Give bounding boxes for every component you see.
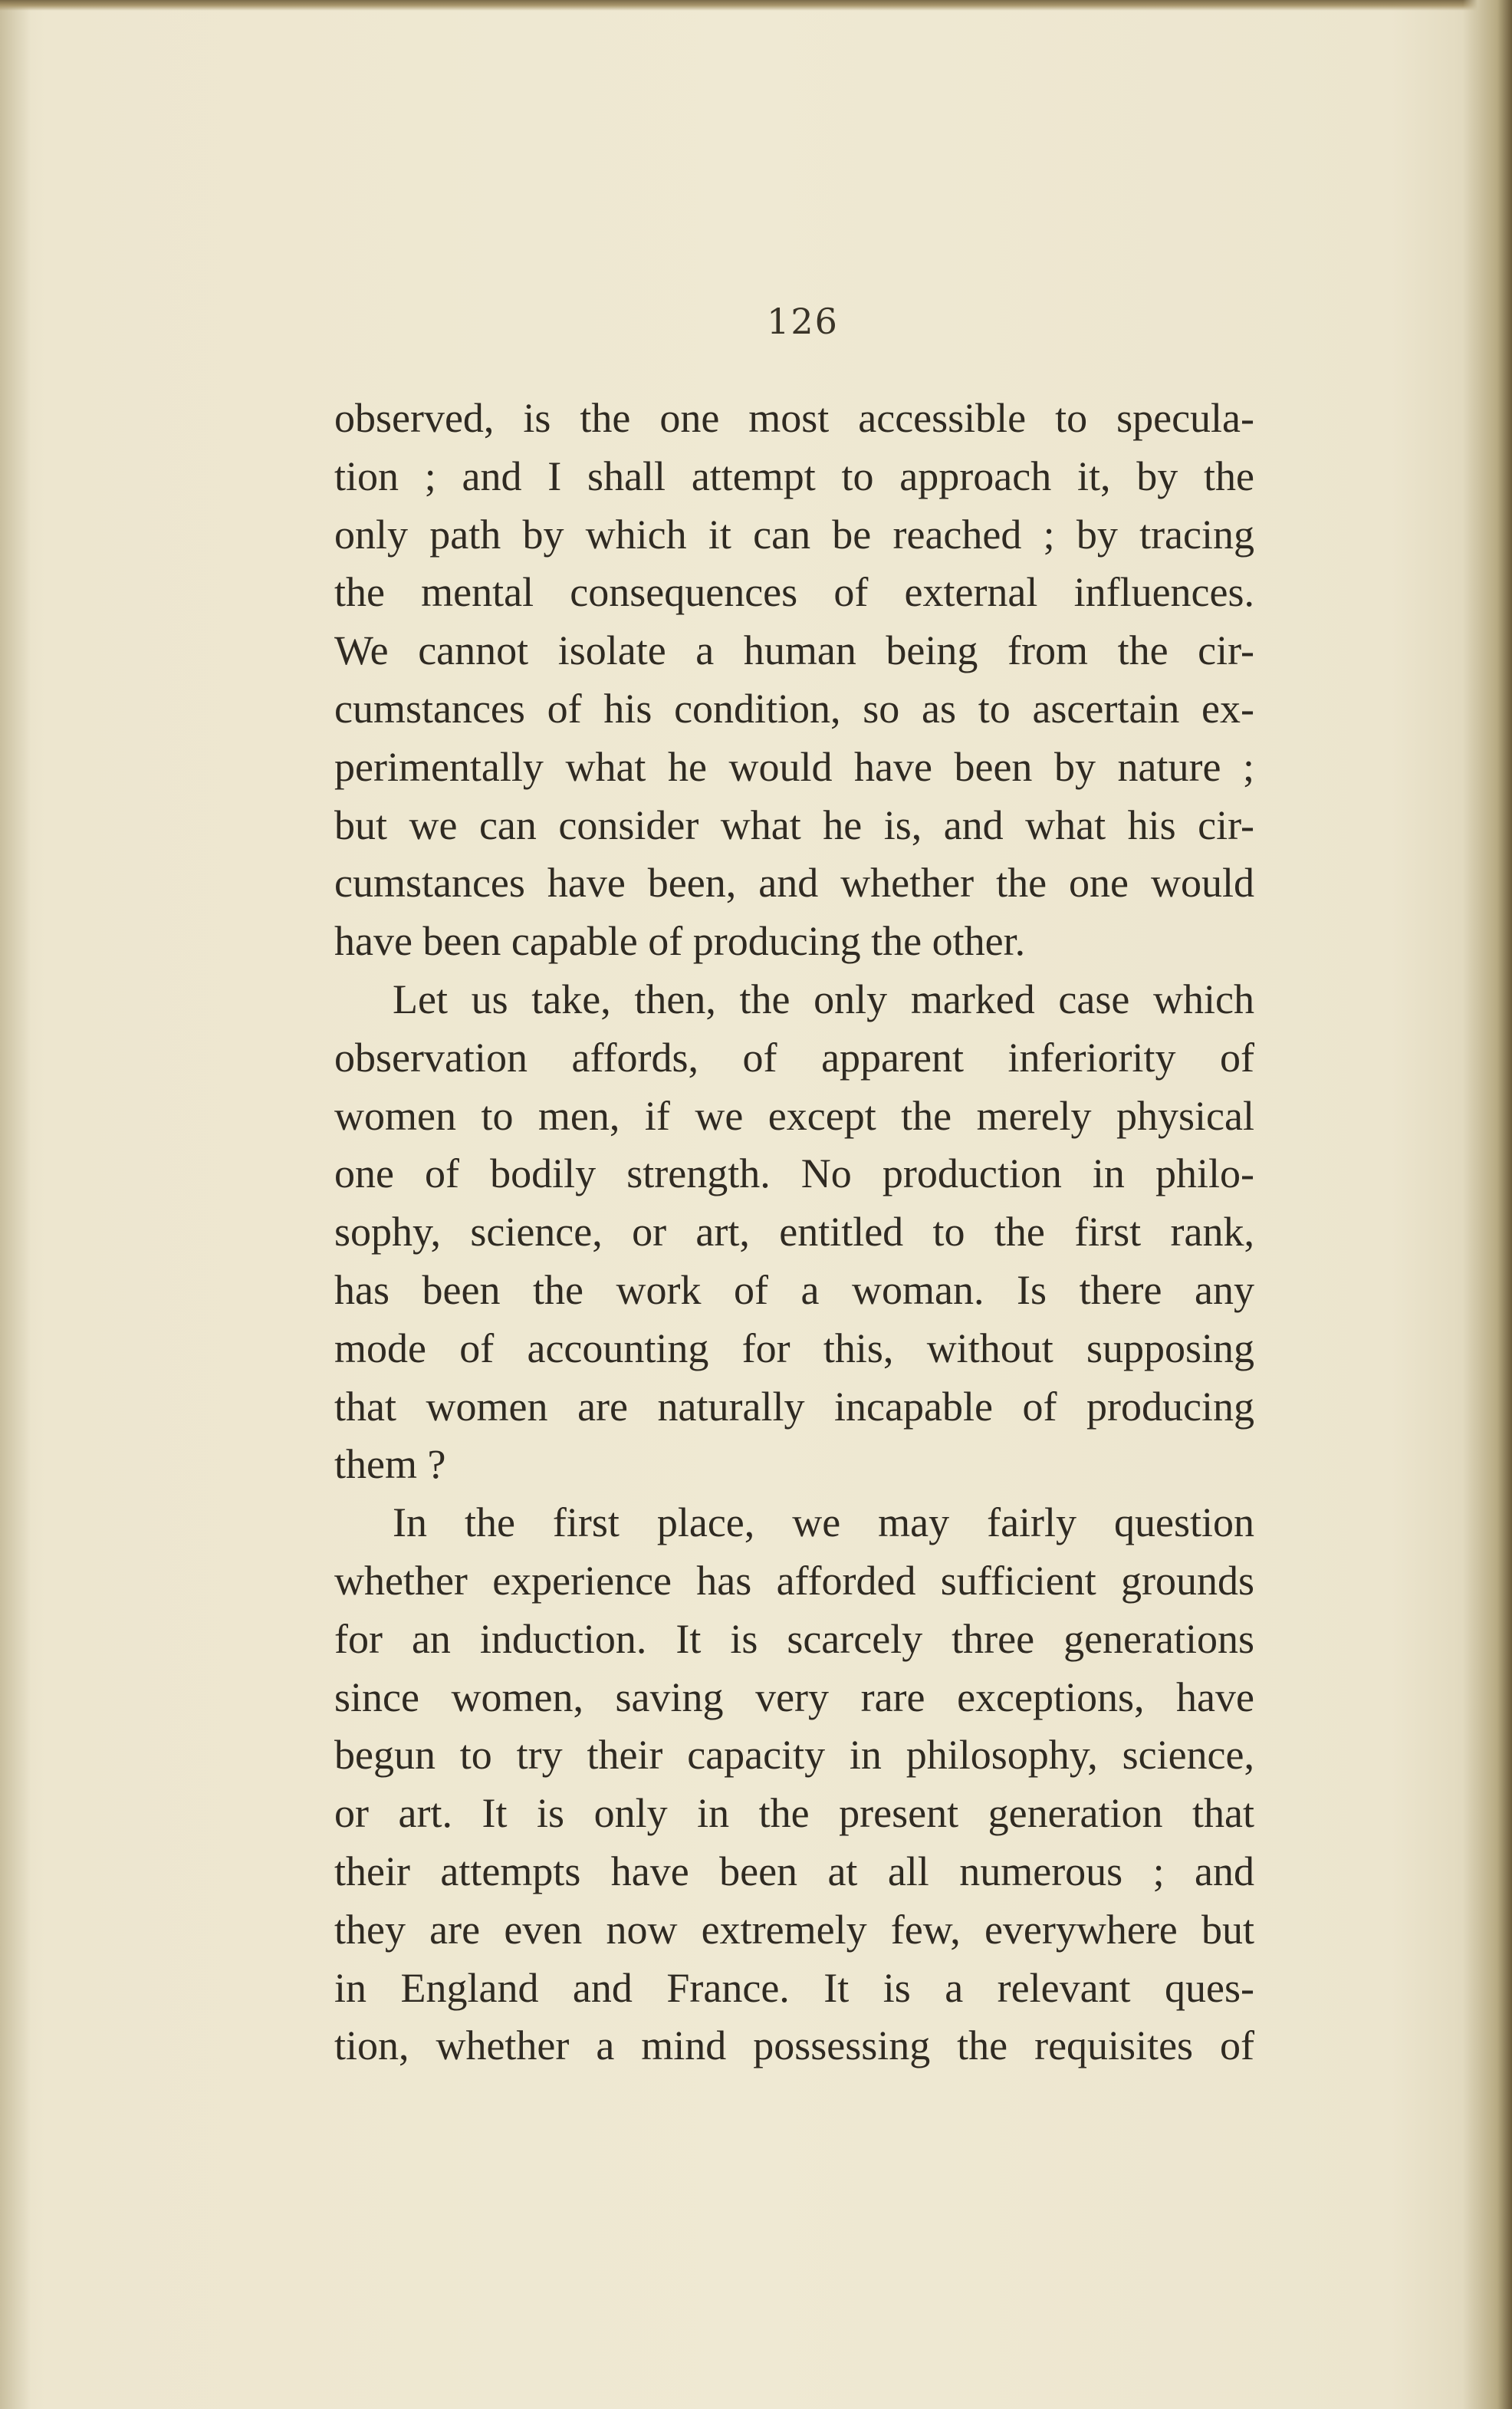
text-line: perimentally what he would have been by nature ; xyxy=(334,743,1254,790)
text-line: women to men, if we except the merely physical xyxy=(334,1092,1254,1139)
text-line: one of bodily strength. No production in philo- xyxy=(334,1150,1254,1197)
text-line: We cannot isolate a human being from the cir- xyxy=(334,627,1254,674)
text-line: observed, is the one most accessible to specula- xyxy=(334,395,1254,441)
text-line: whether experience has afforded sufficient grounds xyxy=(334,1557,1254,1604)
page-top-edge xyxy=(0,0,1512,11)
text-line: them ? xyxy=(334,1441,446,1488)
text-line: that women are naturally incapable of producing xyxy=(334,1383,1254,1430)
text-line: Let us take, then, the only marked case which xyxy=(393,976,1254,1022)
body-text xyxy=(334,390,1254,2075)
page-number: 126 xyxy=(767,301,839,342)
text-line: but we can consider what he is, and what his cir- xyxy=(334,801,1254,848)
text-line: mode of accounting for this, without supposing xyxy=(334,1325,1254,1371)
text-line: begun to try their capacity in philosophy, science, xyxy=(334,1732,1254,1779)
text-line: cumstances have been, and whether the one would xyxy=(334,860,1254,907)
text-line: their attempts have been at all numerous ; and xyxy=(334,1848,1254,1894)
text-line: has been the work of a woman. Is there any xyxy=(334,1266,1254,1313)
text-line: in England and France. It is a relevant ques- xyxy=(334,1964,1254,2011)
text-line: cumstances of his condition, so as to ascertain ex- xyxy=(334,685,1254,732)
text-line: or art. It is only in the present generation that xyxy=(334,1790,1254,1837)
page-right-edge xyxy=(1463,0,1512,2409)
text-line: the mental consequences of external influences. xyxy=(334,569,1254,616)
text-line: since women, saving very rare exceptions, have xyxy=(334,1673,1254,1720)
text-line: they are even now extremely few, everywhere but xyxy=(334,1906,1254,1953)
text-line: tion, whether a mind possessing the requisites of xyxy=(334,2022,1254,2069)
text-line: sophy, science, or art, entitled to the first rank, xyxy=(334,1209,1254,1256)
text-line: only path by which it can be reached ; by tracing xyxy=(334,511,1254,558)
text-line: tion ; and I shall attempt to approach it, by the xyxy=(334,453,1254,499)
text-line: for an induction. It is scarcely three generations xyxy=(334,1615,1254,1662)
text-line: have been capable of producing the other. xyxy=(334,918,1026,965)
page-left-edge xyxy=(0,0,31,2409)
text-line: In the first place, we may fairly question xyxy=(393,1499,1254,1546)
text-line: observation affords, of apparent inferiority of xyxy=(334,1034,1254,1081)
